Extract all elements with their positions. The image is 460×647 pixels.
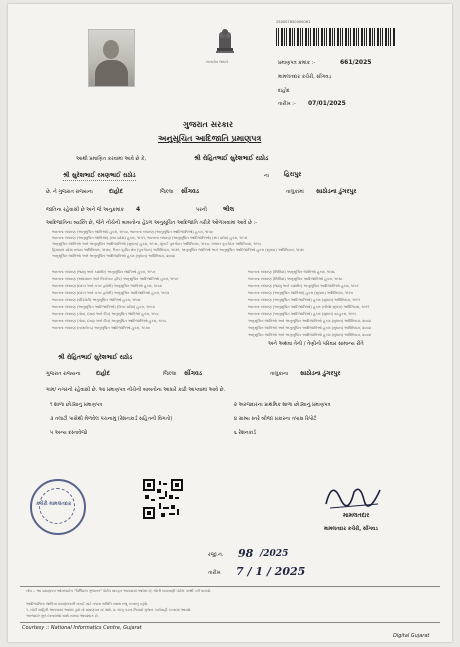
footer-note-1: નોંધ :- આ પ્રમાણપત્ર ઓનલાઈન "ડિજિટલ ગુજરાત" પોર્ટલ મારફત આપવામાં આવેલ છે, જેની ચકાસણી પોર્ટલ પરથી કરી શકાશે. [26,589,212,593]
cert-title: અનુસૂચિત આદિજાતિ પ્રમાણપત્ર [158,134,262,143]
reg-label: રજી.નં. [208,552,224,558]
basis-1: ૧ શાળા છોડ્યાનું પ્રમાણપત્ર [50,402,103,408]
holder-name-again: શ્રી રોહિતભાઈ સુરેશભાઈ રાઠોડ [58,354,133,361]
family-line: અને અથવા તેની / તેણીનો પરિવાર સામાન્ય રીતે [268,341,364,347]
order-right-7: ભારતના બંધારણ (અનુસૂચિત આદિજાતિઓ) હુકમ (સુધારા) વટહુકમ, ૧૯૯૬ [248,312,357,316]
order-full-3: અનુસૂચિત જાતિઓ અને અનુસૂચિત આદિજાતિઓ (સુધારા) હુકમ, ૧૯૫૬, મુંબઈ પુનર્ગઠન અધિનિયમ, ૧૯૬૦, પંજાબ પુનર્ગઠન અધિનિયમ, ૧૯૬૬ [52,242,262,246]
barcode [276,28,396,46]
state-district-pre: છે. ને ગુજરાત રાજ્યના [46,189,93,195]
signature-title: મામલતદાર [343,512,370,519]
date-label: તારીખ :- [278,101,296,107]
footer-note-3: ૧. ખોટી માહિતી આપવામાં આવેલ હશે તો પ્રમાણપત્ર રદ થશે. ૨. લાગુ પડતા નિયમો મુજબ કાર્યવાહી કરવામાં આવશે. [26,608,192,612]
order-left-4: ભારતના બંધારણ (દાદરા અને નગર હવેલી) અનુસૂચિત આદિજાતિઓ હુકમ, ૧૯૬૨ [52,291,170,295]
list-line-mid: પરની [196,207,207,213]
order-left-3: ભારતના બંધારણ (દાદરા અને નગર હવેલી) અનુસૂચિત જાતિઓ હુકમ, ૧૯૬૨ [52,284,162,288]
order-right-1: ભારતના બંધારણ (સિક્કિમ) અનુસૂચિત જાતિઓ હુકમ, ૧૯૭૮ [248,270,336,274]
tribe-name: ભીલ [223,206,235,213]
list-no: 4 [136,206,141,213]
gov-title: ગુજરાત સરકાર [183,120,233,129]
state2-jilla: જિલ્લા [163,371,177,377]
order-left-6: ભારતના બંધારણ (અનુસૂચિત આદિજાતિઓ) (ઉત્તર પ્રદેશ) હુકમ, ૧૯૬૭ [52,305,155,309]
order-full-2: ભારતના બંધારણ (અનુસૂચિત જાતિઓ) (સંઘ પ્રદેશ) હુકમ, ૧૯૫૧, ભારતના બંધારણ (અનુસૂચિત આદિજાતિઓ) (સંઘ પ્રદેશ) હુકમ, ૧૯૫૧ [52,236,248,240]
qr-code-icon [143,479,183,519]
na-word: ના [264,173,269,179]
footer-note-2: આદિજાતિના જાતિના પ્રમાણપત્રની ખરાઈ માટે તપાસ સમિતિ સમક્ષ રજૂ કરવાનું રહેશે. [26,602,149,606]
order-right-6: ભારતના બંધારણ (અનુસૂચિત આદિજાતિઓ) હુકમ (બીજો સુધારા) અધિનિયમ, ૧૯૯૧ [248,305,370,309]
office-seal [30,479,86,535]
list-line-pre: જાતિના રહેવાસી છે અને જે અનુક્રમાંક [46,207,124,213]
issue-date: 07/01/2025 [308,100,346,107]
father-name: શ્રી સુરેશભાઈ રમણભાઈ રાઠોડ [63,172,136,179]
seal-text: કચેરી મામલતદાર [36,501,72,507]
adivasi-line: આદિજાતિના વ્યક્તિ છે, જેને નીચેની બાબતોના હેઠળ અનુસૂચિત આદિજાતિ તરીકે ઓળખવામાં આવે છે :- [46,220,258,226]
office-header: મામલતદાર કચેરી, સીંગવડ [278,74,332,80]
order-left-9: ભારતના બંધારણ (નાગાલેન્ડ) અનુસૂચિત આદિજાતિઓ હુકમ, ૧૯૭૦ [52,326,151,330]
hand-date: 7 / 1 / 2025 [236,565,306,578]
basis-3: ૩ તલાટી પાસેથી મેળવેલ પંચનામું (રેશનકાર્ડ સહિતની વિગતો) [50,416,173,422]
order-right-3: ભારતના બંધારણ (જમ્મુ અને કાશ્મીર) અનુસૂચિત આદિજાતિઓ હુકમ, ૧૯૮૯ [248,284,359,288]
order-right-10: અનુસૂચિત જાતિઓ અને અનુસૂચિત આદિજાતિઓ હુકમ (સુધારા) અધિનિયમ, ૨૦૦૨ [248,333,371,337]
cert-no: 661/2025 [340,59,372,66]
hand-date-label: તારીખ [208,570,221,576]
signature-image [320,474,390,514]
digital-gujarat-text: Digital Gujarat [393,633,430,639]
basis-2: ૨ અરજદારના પ્રાથમિક શાળા છોડ્યાનું પ્રમાણપત્ર [234,402,331,408]
cert-no-label: પ્રમાણપત્ર ક્રમાંક :- [278,60,316,66]
order-left-5: ભારતના બંધારણ (પોંડિચેરી) અનુસૂચિત જાતિઓ હુકમ, ૧૯૬૪ [52,298,141,302]
jilla-label: જિલ્લા [160,189,174,195]
signature-office: મામલતદાર કચેરી, સીંગવડ [324,526,378,532]
holder-name: શ્રી રોહિતભાઈ સુરેશભાઈ રાઠોડ [194,155,269,162]
certify-line: આથી પ્રમાણિત કરવામાં આવે છે કે, [76,156,147,162]
state2-pre: ગુજરાત રાજ્યના [46,371,81,377]
applicant-photo [88,29,135,87]
state2-jilla-value: સીંગવડ [184,370,202,377]
order-left-1: ભારતના બંધારણ (જમ્મુ અને કાશ્મીર) અનુસૂચિત જાતિઓ હુકમ, ૧૯૫૬ [52,270,156,274]
resident-line: ગામ/ નગરનો રહેવાસી છે. આ પ્રમાણપત્ર નીચેની બાબતોના આધારે કાઢી આપવામાં આવે છે. [46,387,226,393]
order-right-8: અનુસૂચિત જાતિઓ અને અનુસૂચિત આદિજાતિઓ હુકમ (સુધારા) અધિનિયમ, ૨૦૦૨ [248,319,371,323]
order-right-4: ભારતના બંધારણ (અનુસૂચિત જાતિઓ) હુકમ (સુધારા) અધિનિયમ, ૧૯૯૦ [248,291,354,295]
basis-4: ૪ ગ્રામ્ય સ્તરે બીજા પ્રકારના તપાસ રિપોર્ટ [234,416,317,422]
jilla-value: સીંગવડ [181,188,199,195]
basis-5: ૫ અન્ય દસ્તાવેજો [50,430,88,436]
basis-6: ૬ રેશનકાર્ડ [234,430,257,436]
certificate-page [8,4,452,642]
reg-year: /2025 [260,549,289,559]
state2-taluka: સાઠોડના ડુંગરપુર [300,370,341,377]
barcode-id: 250007850000061 [276,20,311,24]
national-emblem-icon [213,24,237,58]
reg-no: 98 [238,547,254,560]
order-left-8: ભારતના બંધારણ (ગોવા, દમણ અને દીવ) અનુસૂચિત આદિજાતિઓ હુકમ, ૧૯૬૮ [52,319,167,323]
order-right-2: ભારતના બંધારણ (સિક્કિમ) અનુસૂચિત આદિજાતિઓ હુકમ, ૧૯૭૮ [248,277,343,281]
order-full-5: અનુસૂચિત જાતિઓ અને અનુસૂચિત આદિજાતિઓ હુકમ (સુધારા) અધિનિયમ, ૨૦૦૨ [52,254,175,258]
district-header: દાહોદ [278,88,290,94]
order-left-2: ભારતના બંધારણ (આંદામાન અને નિકોબાર દ્વીપ) અનુસૂચિત આદિજાતિઓ હુકમ, ૧૯૫૯ [52,277,179,281]
order-right-5: ભારતના બંધારણ (અનુસૂચિત આદિજાતિઓ) હુકમ (સુધારા) અધિનિયમ, ૧૯૯૧ [248,298,361,302]
footer-note-4: અરજદારે મૂળ દસ્તાવેજો સાથે રાખવા આવશ્યક છે. [26,614,99,618]
district: દાહોદ [109,188,123,195]
order-left-7: ભારતના બંધારણ (ગોવા, દમણ અને દીવ) અનુસૂચિત જાતિઓ હુકમ, ૧૯૬૮ [52,312,160,316]
emblem-caption: સત્યમેવ જયતે [206,60,229,64]
state2-district: દાહોદ [96,370,110,377]
footer-divider-2 [20,622,440,623]
order-right-9: અનુસૂચિત જાતિઓ અને અનુસૂચિત આદિજાતિઓ હુકમ (સુધારા) અધિનિયમ, ૨૦૦૨ [248,326,371,330]
order-full-4: હિમાચલ પ્રદેશ રાજ્ય અધિનિયમ, ૧૯૭૦, ઉત્તર પૂર્વીય ક્ષેત્ર (પુનર્ગઠન) અધિનિયમ, ૧૯૭૧, અનુસૂચિત જાતિઓ અને અનુસૂચિત આદિજાતિઓ હુકમ (સુધારા) અધિનિયમ, ૧૯૭૬ [52,248,305,252]
village: હિરાપુર [284,171,302,178]
footer-divider [20,586,440,587]
courtesy-text: Courtesy :: National Informatics Centre, Gujarat [22,625,142,631]
taluka: સાઠોડના ડુંગરપુર [316,188,357,195]
order-full-1: ભારતના બંધારણ (અનુસૂચિત જાતિઓ) હુકમ, ૧૯૫૦, ભારતના બંધારણ (અનુસૂચિત આદિજાતિઓ) હુકમ, ૧૯૫૦ [52,230,214,234]
state2-taluka-label: તાલુકાના [270,371,289,377]
taluka-label: તાલુકામાં [286,189,304,195]
